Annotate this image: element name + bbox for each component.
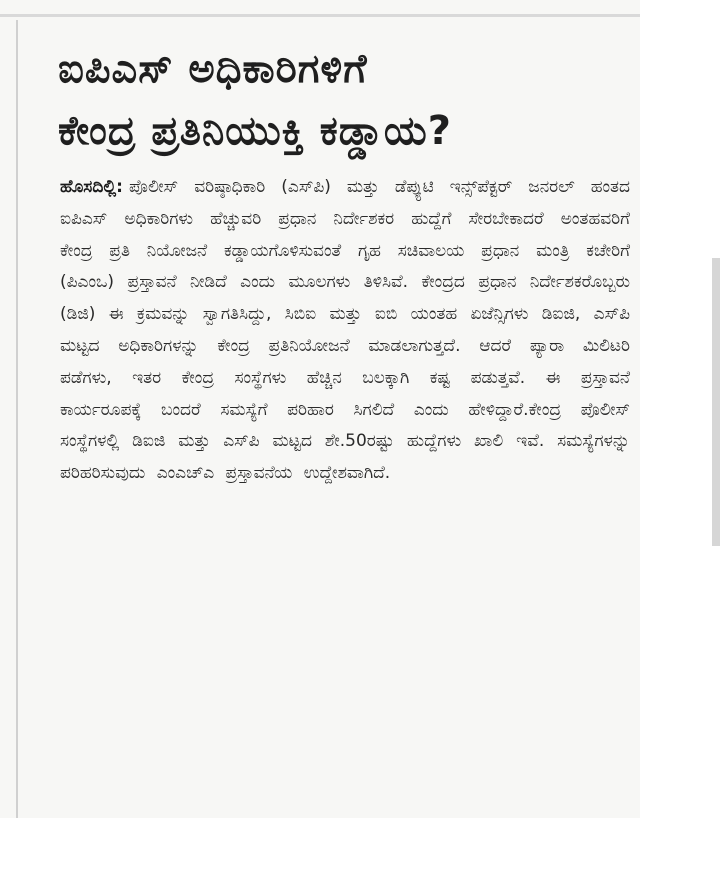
article-body [60,172,630,490]
headline-line-1: ಐಪಿಎಸ್ ಅಧಿಕಾರಿಗಳಿಗೆ [58,46,368,92]
scrollbar-edge [712,258,720,546]
left-column-divider [16,20,18,818]
dateline: ಹೊಸದಿಲ್ಲಿ: [60,177,123,197]
headline-line-2: ಕೇಂದ್ರ ಪ್ರತಿನಿಯುಕ್ತಿ ಕಡ್ಡಾಯ? [58,108,452,154]
headline [58,38,628,162]
top-divider [0,14,640,17]
article-text: ಪೊಲೀಸ್ ವರಿಷ್ಠಾಧಿಕಾರಿ (ಎಸ್‌ಪಿ) ಮತ್ತು ಡೆಪ್ಯುಟಿ ಇನ್ಸ್‌ಪೆಕ್ಟರ್ ಜನರಲ್ ಹಂತದ ಐಪಿಎಸ್ ಅಧಿಕಾರಿಗಳು ಹೆಚ್ಚುವರಿ ಪ್ರಧಾನ ನಿರ್ದೇಶಕರ ಹುದ್ದೆಗೆ ಸೇರಬೇಕಾದರೆ ಅಂತಹವರಿಗೆ ಕೇಂದ್ರ ಪ್ರತಿ ನಿಯೋಜನೆ ಕಡ್ಡಾಯಗೊಳಿಸುವಂತೆ ಗೃಹ ಸಚಿವಾಲಯ ಪ್ರಧಾನ ಮಂತ್ರಿ ಕಚೇರಿಗೆ (ಪಿಎಂಒ) ಪ್ರಸ್ತಾವನೆ ನೀಡಿದೆ ಎಂದು ಮೂಲಗಳು ತಿಳಿಸಿವೆ. ಕೇಂದ್ರದ ಪ್ರಧಾನ ನಿರ್ದೇಶಕರೊಬ್ಬರು (ಡಿಜಿ) ಈ ಕ್ರಮವನ್ನು ಸ್ವಾಗತಿಸಿದ್ದು, ಸಿಬಿಐ ಮತ್ತು ಐಬಿ ಯಂತಹ ಏಜೆನ್ಸಿಗಳು ಡಿಐಜಿ, ಎಸ್‌ಪಿ ಮಟ್ಟದ ಅಧಿಕಾರಿಗಳನ್ನು ಕೇಂದ್ರ ಪ್ರತಿನಿಯೋಜನೆ ಮಾಡಲಾಗುತ್ತದೆ. ಆದರೆ ಪ್ಯಾರಾ ಮಿಲಿಟರಿ ಪಡೆಗಳು, ಇತರ ಕೇಂದ್ರ ಸಂಸ್ಥೆಗಳು ಹೆಚ್ಚಿನ ಬಲಕ್ಕಾಗಿ ಕಷ್ಟ ಪಡುತ್ತವೆ. ಈ ಪ್ರಸ್ತಾವನೆ ಕಾರ್ಯರೂಪಕ್ಕೆ ಬಂದರೆ ಸಮಸ್ಯೆಗೆ ಪರಿಹಾರ ಸಿಗಲಿದೆ ಎಂದು ಹೇಳಿದ್ದಾರೆ.ಕೇಂದ್ರ ಪೊಲೀಸ್ ಸಂಸ್ಥೆಗಳಲ್ಲಿ ಡಿಐಜಿ ಮತ್ತು ಎಸ್‌ಪಿ ಮಟ್ಟದ ಶೇ.50ರಷ್ಟು ಹುದ್ದೆಗಳು ಖಾಲಿ ಇವೆ. ಸಮಸ್ಯೆಗಳನ್ನು ಪರಿಹರಿಸುವುದು ಎಂಎಚ್‌ಎ ಪ್ರಸ್ತಾವನೆಯ ಉದ್ದೇಶವಾಗಿದೆ. [60,177,630,484]
